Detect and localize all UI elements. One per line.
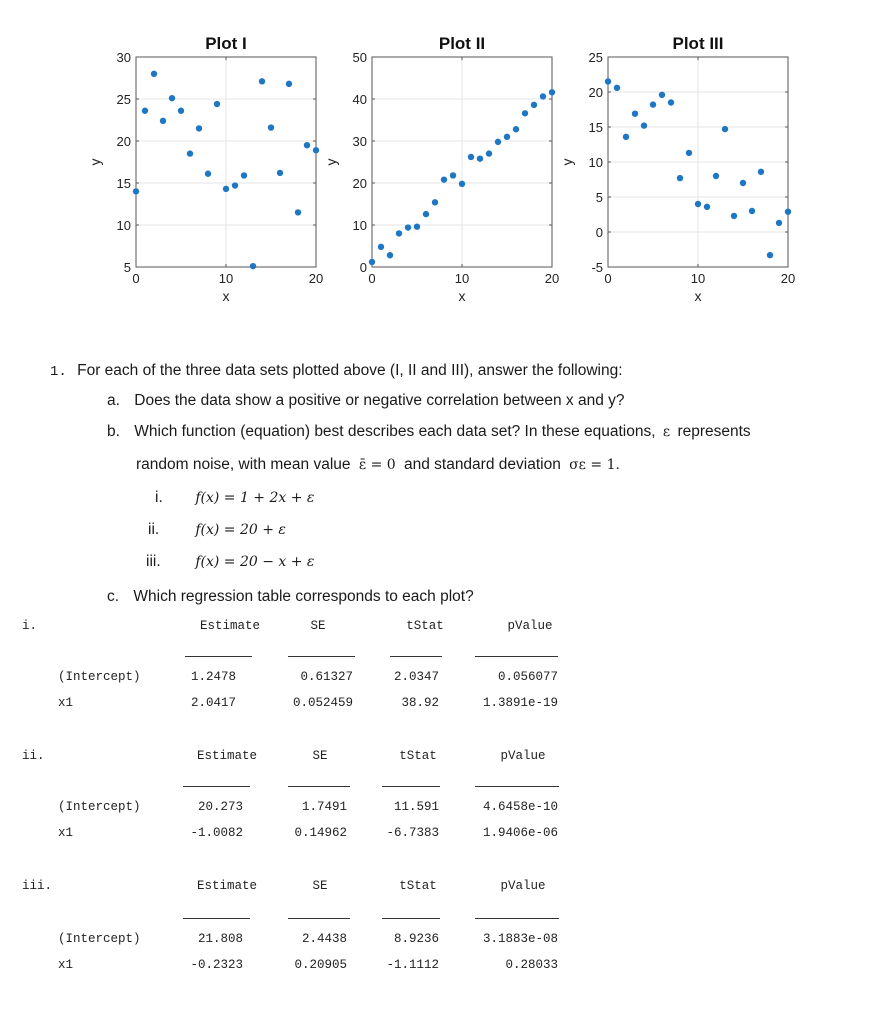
data-point xyxy=(713,173,719,179)
data-point xyxy=(540,93,546,99)
y-tick-label: 10 xyxy=(116,218,131,233)
y-tick-label: -5 xyxy=(591,260,603,275)
option-iii-equation: f(x) = 20 − x + ε xyxy=(195,554,315,570)
header-se: SE xyxy=(310,619,326,633)
x-tick-label: 20 xyxy=(544,271,560,286)
data-point xyxy=(387,252,393,258)
data-point xyxy=(776,220,782,226)
x-axis-label: x xyxy=(222,288,230,304)
data-point xyxy=(268,124,274,130)
header-rule xyxy=(382,786,440,787)
x-tick-label: 10 xyxy=(690,271,706,286)
data-point xyxy=(187,150,193,156)
data-point xyxy=(214,101,220,107)
data-point xyxy=(659,92,665,98)
row-name: x1 xyxy=(58,958,74,972)
y-tick-label: 0 xyxy=(359,260,367,275)
y-tick-label: 10 xyxy=(588,155,603,170)
data-point xyxy=(504,134,510,140)
header-pvalue: pValue xyxy=(500,879,546,893)
option-iii-label: iii. xyxy=(146,553,161,570)
data-point xyxy=(241,172,247,178)
header-tstat: tStat xyxy=(399,879,437,893)
data-point xyxy=(767,252,773,258)
header-rule xyxy=(288,786,350,787)
data-point xyxy=(749,208,755,214)
data-point xyxy=(295,209,301,215)
row-name: (Intercept) xyxy=(58,932,141,946)
data-point xyxy=(758,169,764,175)
row-name: x1 xyxy=(58,696,74,710)
option-i xyxy=(155,488,314,508)
header-estimate: Estimate xyxy=(196,749,257,763)
cell-pvalue: 1.9406e-06 xyxy=(482,826,558,840)
data-point xyxy=(259,78,265,84)
data-point xyxy=(731,213,737,219)
plot-1-svg xyxy=(88,22,328,322)
data-point xyxy=(133,188,139,194)
plot-title: Plot III xyxy=(672,34,724,53)
data-point xyxy=(432,199,438,205)
cell-se: 2.4438 xyxy=(301,932,347,946)
part-c xyxy=(107,587,474,607)
cell-se: 0.20905 xyxy=(294,958,347,972)
question-intro: For each of the three data sets plotted above (I, II and III), answer the following: xyxy=(77,362,623,379)
data-point xyxy=(486,150,492,156)
data-point xyxy=(614,85,620,91)
cell-tstat: -1.1112 xyxy=(386,958,439,972)
plot-1 xyxy=(88,22,328,327)
header-se: SE xyxy=(312,749,328,763)
data-point xyxy=(304,142,310,148)
row-name: (Intercept) xyxy=(58,800,141,814)
header-rule xyxy=(475,656,558,657)
data-point xyxy=(405,224,411,230)
data-point xyxy=(531,102,537,108)
data-point xyxy=(286,81,292,87)
data-point xyxy=(605,78,611,84)
cell-estimate: 2.0417 xyxy=(190,696,236,710)
part-b-label: b. xyxy=(107,423,120,440)
part-c-label: c. xyxy=(107,588,120,605)
cell-tstat: 8.9236 xyxy=(393,932,439,946)
data-point xyxy=(704,204,710,210)
row-name: (Intercept) xyxy=(58,670,141,684)
plot-3-svg xyxy=(560,22,810,322)
x-tick-label: 20 xyxy=(308,271,324,286)
data-point xyxy=(632,111,638,117)
data-point xyxy=(477,155,483,161)
cell-pvalue: 1.3891e-19 xyxy=(482,696,558,710)
y-tick-label: 0 xyxy=(595,225,603,240)
data-point xyxy=(668,99,674,105)
option-i-equation: f(x) = 1 + 2x + ε xyxy=(195,490,315,506)
data-point xyxy=(232,182,238,188)
cell-pvalue: 0.28033 xyxy=(505,958,558,972)
cell-pvalue: 3.1883e-08 xyxy=(482,932,558,946)
data-point xyxy=(441,176,447,182)
header-rule xyxy=(183,918,250,919)
sd-equation: σε = 1 xyxy=(569,457,616,473)
plot-2 xyxy=(324,22,564,327)
question-intro-line xyxy=(50,361,623,382)
data-point xyxy=(423,211,429,217)
x-tick-label: 10 xyxy=(454,271,470,286)
header-rule xyxy=(185,656,252,657)
data-point xyxy=(369,259,375,265)
data-point xyxy=(686,150,692,156)
header-estimate: Estimate xyxy=(199,619,260,633)
data-point xyxy=(468,154,474,160)
question-number: 1. xyxy=(50,364,67,380)
header-rule xyxy=(288,656,355,657)
part-b-text2: random noise, with mean value xyxy=(136,456,351,473)
data-point xyxy=(142,108,148,114)
data-point xyxy=(695,201,701,207)
data-point xyxy=(623,134,629,140)
part-b-period: . xyxy=(615,456,620,473)
cell-se: 0.61327 xyxy=(300,670,353,684)
data-point xyxy=(677,175,683,181)
part-b-text1: Which function (equation) best describes each data set? In these equations, xyxy=(134,423,656,440)
data-point xyxy=(549,89,555,95)
y-tick-label: 10 xyxy=(352,218,367,233)
data-point xyxy=(169,95,175,101)
header-se: SE xyxy=(312,879,328,893)
cell-estimate: 21.808 xyxy=(197,932,243,946)
header-tstat: tStat xyxy=(399,749,437,763)
header-rule xyxy=(288,918,350,919)
cell-tstat: 38.92 xyxy=(401,696,439,710)
mean-equation: ε̄ = 0 xyxy=(358,457,396,473)
part-a-text: Does the data show a positive or negative correlation between x and y? xyxy=(134,392,625,409)
cell-estimate: 20.273 xyxy=(197,800,243,814)
y-tick-label: 5 xyxy=(123,260,131,275)
option-ii-label: ii. xyxy=(148,521,160,538)
part-b-text1b: represents xyxy=(677,423,751,440)
table-label: i. xyxy=(22,619,38,633)
x-tick-label: 10 xyxy=(218,271,234,286)
table-label: iii. xyxy=(22,879,53,893)
data-point xyxy=(151,71,157,77)
cell-se: 0.14962 xyxy=(294,826,347,840)
option-ii xyxy=(148,520,286,540)
part-a xyxy=(107,391,625,411)
table-label: ii. xyxy=(22,749,45,763)
data-point xyxy=(250,263,256,269)
regression-table-iii xyxy=(0,877,875,987)
epsilon-symbol: ε xyxy=(662,424,671,440)
header-rule xyxy=(475,786,559,787)
data-point xyxy=(522,110,528,116)
plot-3 xyxy=(560,22,810,327)
data-point xyxy=(396,230,402,236)
plot-2-svg xyxy=(324,22,564,322)
cell-pvalue: 4.6458e-10 xyxy=(482,800,558,814)
data-point xyxy=(313,147,319,153)
y-axis-label: y xyxy=(87,158,103,166)
data-point xyxy=(722,126,728,132)
y-tick-label: 20 xyxy=(588,85,603,100)
part-b-line2 xyxy=(136,455,620,475)
x-tick-label: 0 xyxy=(604,271,612,286)
y-tick-label: 20 xyxy=(116,134,131,149)
header-rule xyxy=(183,786,250,787)
cell-se: 0.052459 xyxy=(292,696,353,710)
data-point xyxy=(223,186,229,192)
row-name: x1 xyxy=(58,826,74,840)
option-i-label: i. xyxy=(155,489,163,506)
cell-estimate: -0.2323 xyxy=(190,958,243,972)
data-point xyxy=(160,118,166,124)
y-tick-label: 50 xyxy=(352,50,367,65)
x-axis-label: x xyxy=(694,288,702,304)
x-tick-label: 0 xyxy=(368,271,376,286)
y-tick-label: 25 xyxy=(116,92,131,107)
header-pvalue: pValue xyxy=(500,749,546,763)
part-c-text: Which regression table corresponds to each plot? xyxy=(133,588,474,605)
y-tick-label: 15 xyxy=(588,120,603,135)
regression-table-i xyxy=(0,617,875,727)
data-point xyxy=(740,180,746,186)
data-point xyxy=(513,126,519,132)
cell-estimate: 1.2478 xyxy=(190,670,236,684)
data-point xyxy=(277,170,283,176)
data-point xyxy=(650,101,656,107)
y-axis-label: y xyxy=(559,158,575,166)
cell-se: 1.7491 xyxy=(301,800,347,814)
data-point xyxy=(495,139,501,145)
cell-tstat: 2.0347 xyxy=(393,670,439,684)
header-rule xyxy=(382,918,440,919)
cell-estimate: -1.0082 xyxy=(190,826,243,840)
x-tick-label: 20 xyxy=(780,271,796,286)
data-point xyxy=(205,171,211,177)
data-point xyxy=(450,172,456,178)
y-tick-label: 25 xyxy=(588,50,603,65)
x-axis-label: x xyxy=(458,288,466,304)
y-tick-label: 5 xyxy=(595,190,603,205)
regression-table-ii xyxy=(0,747,875,857)
y-tick-label: 15 xyxy=(116,176,131,191)
header-estimate: Estimate xyxy=(196,879,257,893)
data-point xyxy=(459,181,465,187)
header-pvalue: pValue xyxy=(507,619,553,633)
data-point xyxy=(641,122,647,128)
header-rule xyxy=(475,918,559,919)
y-tick-label: 40 xyxy=(352,92,367,107)
data-point xyxy=(196,125,202,131)
data-point xyxy=(414,223,420,229)
cell-pvalue: 0.056077 xyxy=(497,670,558,684)
header-tstat: tStat xyxy=(406,619,444,633)
plot-title: Plot II xyxy=(438,34,486,53)
option-iii xyxy=(146,552,314,572)
x-tick-label: 0 xyxy=(132,271,140,286)
header-rule xyxy=(390,656,442,657)
part-a-label: a. xyxy=(107,392,120,409)
y-tick-label: 30 xyxy=(116,50,131,65)
option-ii-equation: f(x) = 20 + ε xyxy=(195,522,286,538)
cell-tstat: -6.7383 xyxy=(386,826,439,840)
y-tick-label: 20 xyxy=(352,176,367,191)
y-axis-label: y xyxy=(323,158,339,166)
y-tick-label: 30 xyxy=(352,134,367,149)
data-point xyxy=(785,209,791,215)
part-b xyxy=(107,422,751,442)
data-point xyxy=(178,108,184,114)
cell-tstat: 11.591 xyxy=(393,800,439,814)
plot-title: Plot I xyxy=(205,34,247,53)
data-point xyxy=(378,244,384,250)
part-b-text3: and standard deviation xyxy=(403,456,561,473)
